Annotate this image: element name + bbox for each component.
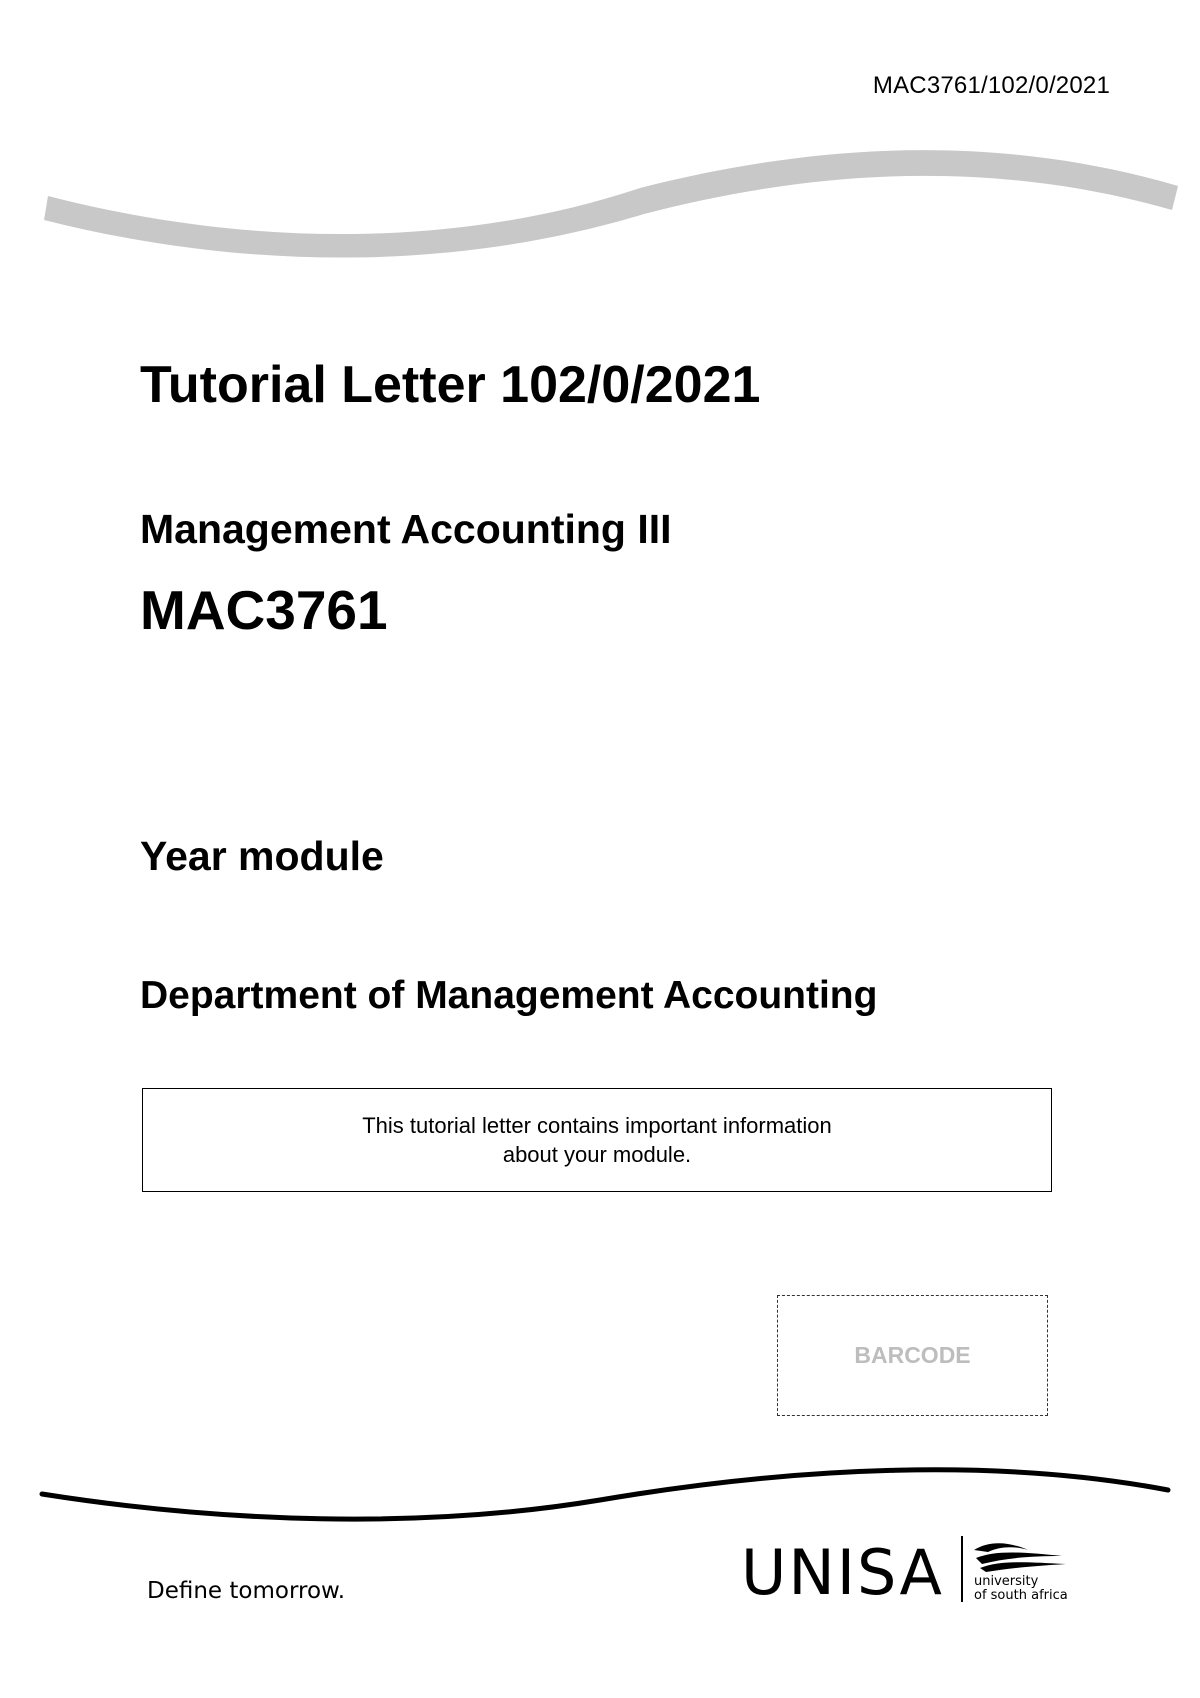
module-period: Year module	[140, 833, 384, 879]
module-code: MAC3761	[140, 579, 388, 641]
tagline: Define tomorrow.	[147, 1578, 346, 1604]
tutorial-letter-title: Tutorial Letter 102/0/2021	[140, 356, 761, 414]
unisa-subtitle	[974, 1575, 1068, 1603]
logo-divider	[961, 1536, 963, 1602]
notice-line-2: about your module.	[502, 1142, 692, 1167]
barcode-placeholder	[777, 1295, 1048, 1416]
document-reference: MAC3761/102/0/2021	[872, 72, 1110, 99]
notice-line-1: This tutorial letter contains important information	[362, 1113, 832, 1138]
logo-sub-line-2: of south africa	[974, 1588, 1068, 1603]
logo-sub-line-1: university	[974, 1574, 1039, 1589]
bottom-swoosh-decoration	[0, 1460, 1200, 1540]
department-name: Department of Management Accounting	[140, 974, 878, 1017]
top-swoosh-decoration	[0, 130, 1200, 260]
information-notice-box	[142, 1088, 1052, 1192]
module-name: Management Accounting III	[140, 506, 672, 552]
barcode-label: BARCODE	[854, 1342, 971, 1368]
unisa-wordmark: UNISA	[741, 1536, 944, 1609]
unisa-bird-icon	[970, 1540, 1070, 1574]
